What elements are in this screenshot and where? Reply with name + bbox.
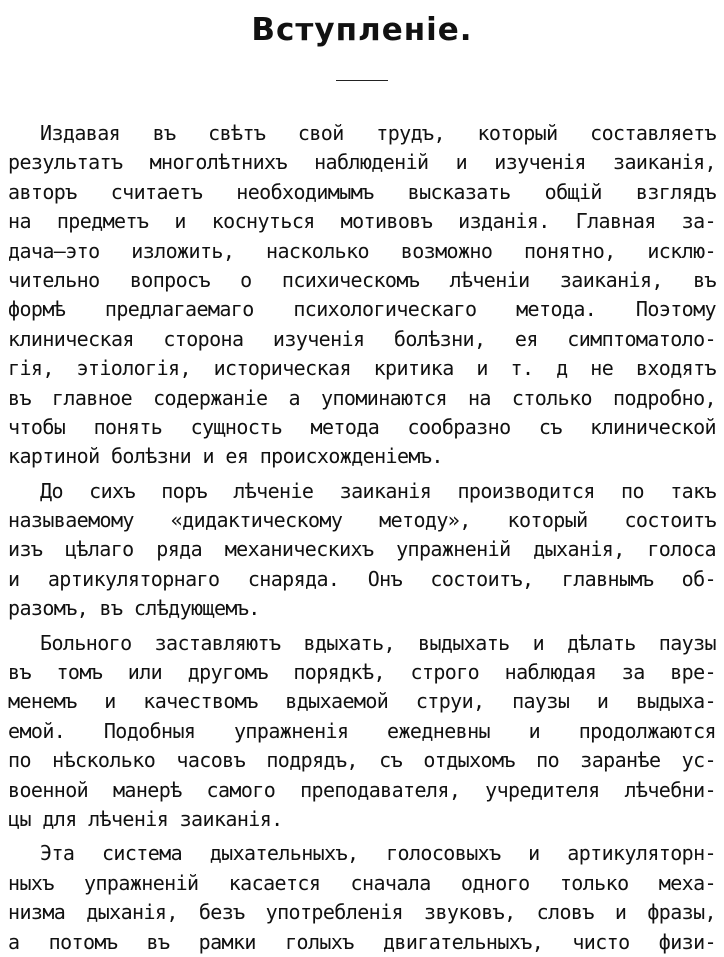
text-line: а потомъ въ рамки голыхъ двигательныхъ, чисто физи- <box>8 929 716 954</box>
text-line: на предметъ и коснуться мотивовъ изданія. Главная за- <box>8 209 716 234</box>
paragraph-3 <box>8 629 716 835</box>
title-divider <box>336 80 388 81</box>
text-line: дача—это изложить, насколько возможно понятно, исклю- <box>8 238 716 263</box>
text-line: чительно вопросъ о психическомъ лѣченіи заиканія, въ <box>8 267 716 292</box>
text-line: изъ цѣлаго ряда механическихъ упражненій дыханія, голоса <box>8 537 716 562</box>
text-line: цы для лѣченія заиканія. <box>8 806 283 831</box>
text-line: емой. Подобныя упражненія ежедневны и продолжаются <box>8 718 716 743</box>
paragraph-2 <box>8 477 716 624</box>
text-line: Больного заставляютъ вдыхать, выдыхать и дѣлать паузы <box>40 630 716 655</box>
text-line: въ главное содержаніе а упоминаются на столько подробно, <box>8 385 716 410</box>
text-line: Издавая въ свѣтъ свой трудъ, который составляетъ <box>40 121 716 145</box>
text-line: картиной болѣзни и ея происхожденіемъ. <box>8 444 443 469</box>
text-line: ныхъ упражненій касается сначала одного только меха- <box>8 870 716 895</box>
text-line: низма дыханія, безъ употребленія звуковъ, словъ и фразы, <box>8 900 716 925</box>
text-line: клиническая сторона изученія болѣзни, ея симптоматоло- <box>8 326 716 351</box>
body-text <box>8 119 716 957</box>
text-line: разомъ, въ слѣдующемъ. <box>8 596 260 621</box>
text-line: называемому «дидактическому методу», который состоитъ <box>8 508 716 533</box>
text-line: До сихъ поръ лѣченіе заиканія производится по такъ <box>40 478 716 503</box>
text-line: авторъ считаетъ необходимымъ высказать общій взглядъ <box>8 179 716 204</box>
text-line: формѣ предлагаемаго психологическаго метода. Поэтому <box>8 297 716 322</box>
text-line: по нѣсколько часовъ подрядъ, съ отдыхомъ по заранѣе ус- <box>8 748 716 773</box>
text-line: Эта система дыхательныхъ, голосовыхъ и артикуляторн- <box>40 841 716 866</box>
page-title: Вступленіе. <box>251 12 473 48</box>
paragraph-4 <box>8 839 716 957</box>
text-line: гія, этіологія, историческая критика и т. д не входятъ <box>8 356 716 381</box>
text-line: менемъ и качествомъ вдыхаемой струи, паузы и выдыха- <box>8 689 716 714</box>
text-line: и артикуляторнаго снаряда. Онъ состоитъ, главнымъ об- <box>8 566 716 591</box>
text-line: результатъ многолѣтнихъ наблюденій и изученія заиканія, <box>8 150 716 175</box>
paragraph-1 <box>8 119 716 472</box>
text-line: въ томъ или другомъ порядкѣ, строго наблюдая за вре- <box>8 660 716 685</box>
text-line: чтобы понять сущность метода сообразно съ клинической <box>8 414 716 439</box>
text-line: военной манерѣ самого преподавателя, учредителя лѣчебни- <box>8 777 716 802</box>
